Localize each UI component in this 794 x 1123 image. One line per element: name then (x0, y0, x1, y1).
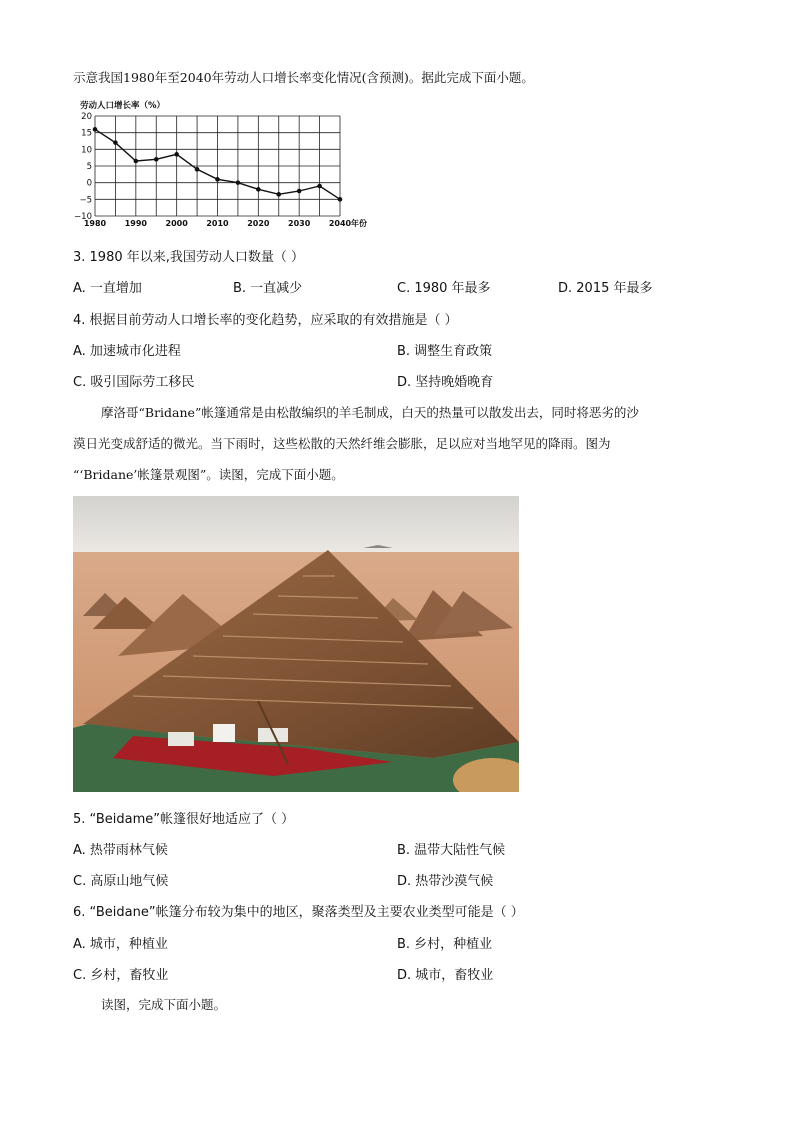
bridane-tent-photo (73, 496, 519, 792)
x-axis-unit: 年份 (351, 219, 367, 228)
x-tick-label: 1980 (83, 219, 107, 228)
q6-option-b[interactable]: B. 乡村，种植业 (397, 937, 493, 952)
chart-title: 劳动人口增长率（%） (80, 101, 166, 111)
q5-option-c[interactable]: C. 高原山地气候 (73, 874, 169, 889)
q4-option-c[interactable]: C. 吸引国际劳工移民 (73, 375, 195, 390)
data-point (93, 127, 98, 132)
y-tick-label: 20 (81, 112, 92, 122)
q3-option-c[interactable]: C. 1980 年最多 (397, 281, 491, 296)
x-tick-label: 2020 (247, 219, 270, 228)
question-5-stem: 5. “Beidame”帐篷很好地适应了（ ） (73, 812, 295, 827)
data-point (134, 159, 139, 164)
passage-line-2: 漠日光变成舒适的微光。当下雨时，这些松散的天然纤维会膨胀，足以应对当地罕见的降雨。图为 (73, 436, 611, 451)
q6-option-d[interactable]: D. 城市，畜牧业 (397, 968, 494, 983)
q5-option-d[interactable]: D. 热带沙漠气候 (397, 874, 494, 889)
data-point (338, 197, 343, 202)
passage-line-1: 摩洛哥“Bridane”帐篷通常是由松散编织的羊毛制成，白天的热量可以散发出去，同时将恶劣的沙 (101, 405, 639, 420)
question-3-stem: 3. 1980 年以来,我国劳动人口数量（ ） (73, 250, 305, 265)
q3-option-b[interactable]: B. 一直减少 (233, 281, 303, 296)
x-tick-label: 2030 (288, 219, 311, 228)
q5-option-a[interactable]: A. 热带雨林气候 (73, 843, 168, 858)
data-point (113, 140, 118, 145)
data-point (195, 167, 200, 172)
y-tick-label: −5 (79, 195, 92, 206)
passage-line-3: “‘Bridane’帐篷景观图”。读图，完成下面小题。 (73, 467, 344, 482)
data-point (236, 180, 241, 185)
data-point (317, 184, 322, 189)
question-4-stem: 4. 根据目前劳动人口增长率的变化趋势，应采取的有效措施是（ ） (73, 313, 458, 328)
y-tick-label: 10 (81, 145, 92, 156)
data-point (174, 152, 179, 157)
q4-option-a[interactable]: A. 加速城市化进程 (73, 344, 181, 359)
data-point (215, 177, 220, 182)
x-tick-label: 2040 (328, 219, 352, 228)
q3-option-d[interactable]: D. 2015 年最多 (558, 281, 653, 296)
q6-option-c[interactable]: C. 乡村，畜牧业 (73, 968, 169, 983)
data-point (297, 189, 302, 194)
q4-option-d[interactable]: D. 坚持晚婚晚育 (397, 375, 494, 390)
outro-text: 读图，完成下面小题。 (101, 997, 227, 1012)
y-tick-label: 5 (86, 162, 92, 172)
labor-growth-chart (74, 98, 374, 234)
x-tick-label: 2010 (206, 219, 229, 228)
q6-option-a[interactable]: A. 城市，种植业 (73, 937, 168, 952)
q3-option-a[interactable]: A. 一直增加 (73, 281, 142, 296)
data-point (256, 187, 261, 192)
question-6-stem: 6. “Beidane”帐篷分布较为集中的地区，聚落类型及主要农业类型可能是（ ） (73, 905, 524, 920)
x-tick-label: 1990 (124, 219, 147, 228)
data-point (154, 157, 159, 162)
y-tick-label: −10 (74, 212, 92, 222)
q5-option-b[interactable]: B. 温带大陆性气候 (397, 843, 506, 858)
q4-option-b[interactable]: B. 调整生育政策 (397, 344, 493, 359)
y-tick-label: 0 (86, 178, 92, 189)
x-tick-label: 2000 (165, 219, 188, 228)
data-point (276, 192, 281, 197)
intro-text: 示意我国1980年至2040年劳动人口增长率变化情况(含预测)。据此完成下面小题。 (73, 70, 534, 85)
y-tick-label: 15 (81, 128, 92, 139)
